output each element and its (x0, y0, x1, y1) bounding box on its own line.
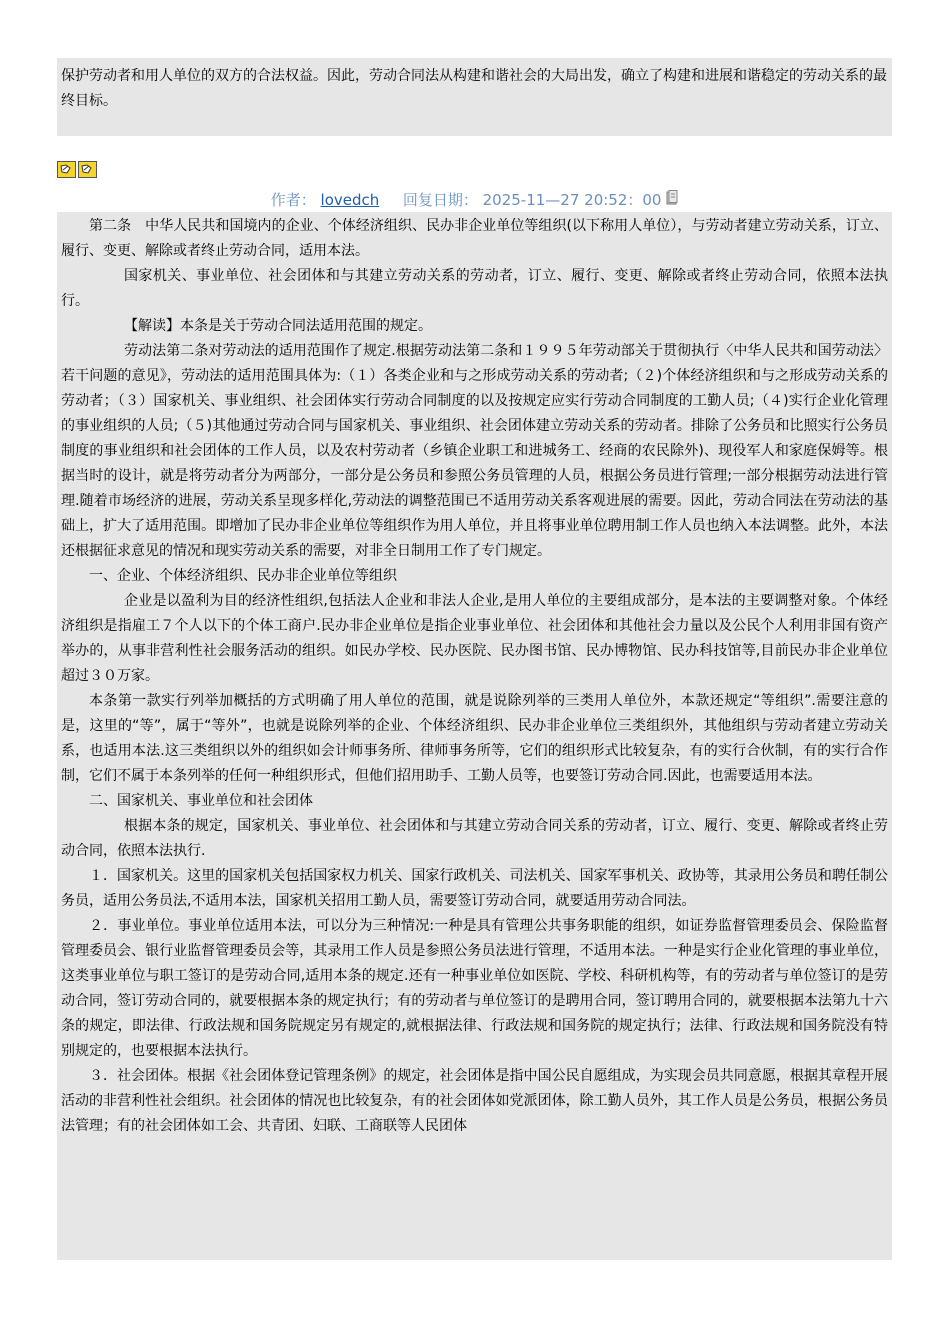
previous-post-block (57, 58, 892, 136)
post-paragraph: 二、国家机关、事业单位和社会团体 (89, 793, 313, 809)
post-paragraph: 【解读】本条是关于劳动合同法适用范围的规定。 (124, 318, 432, 334)
post-paragraph: 第二条 中华人民共和国境内的企业、个体经济组织、民办非企业单位等组织(以下称用人单位），与劳动者建立劳动关系，订立、履行、变更、解除或者终止劳动合同，适用本法。 (61, 218, 888, 259)
post-paragraph: ２．事业单位。事业单位适用本法，可以分为三种情况:一种是具有管理公共事务职能的组织，如证券监督管理委员会、保险监督管理委员会、银行业监督管理委员会等，其录用工作人员是参照公务员法进行管理，不适用本法。一种是实行企业化管理的事业单位，这类事业单位与职工签订的是劳动合同,适用本条的规定.还有一种事业单位如医院、学校、科研机构等，有的劳动者与单位签订的是劳动合同，签订劳动合同的，就要根据本条的规定执行；有的劳动者与单位签订的是聘用合同，签订聘用合同的，就要根据本法第九十六条的规定，即法律、行政法规和国务院规定另有规定的,就根据法律、行政法规和国务院的规定执行；法律、行政法规和国务院没有特别规定的，也要根据本法执行。 (61, 918, 888, 1059)
previous-post-text: 保护劳动者和用人单位的双方的合法权益。因此，劳动合同法从构建和谐社会的大局出发，确立了构建和进展和谐稳定的劳动关系的最终目标。 (61, 68, 887, 109)
post-paragraph: 一、企业、个体经济组织、民办非企业单位等组织 (89, 568, 397, 584)
post-paragraph: 根据本条的规定，国家机关、事业单位、社会团体和与其建立劳动合同关系的劳动者，订立、履行、变更、解除或者终止劳动合同，依照本法执行. (61, 818, 888, 859)
post-paragraph: 国家机关、事业单位、社会团体和与其建立劳动关系的劳动者，订立、履行、变更、解除或者终止劳动合同，依照本法执行。 (61, 268, 888, 309)
post-paragraph: 本条第一款实行列举加概括的方式明确了用人单位的范围，就是说除列举的三类用人单位外，本款还规定“等组织”.需要注意的是，这里的“等”，属于“等外”，也就是说除列举的企业、个体经济组织、民办非企业单位三类组织外，其他组织与劳动者建立劳动关系，也适用本法.这三类组织以外的组织如会计师事务所、律师事务所等，它们的组织形式比较复杂，有的实行合伙制，有的实行合作制，它们不属于本条列举的任何一种组织形式，但他们招用助手、工勤人员等，也要签订劳动合同.因此，也需要适用本法。 (61, 693, 888, 784)
post-paragraph: 企业是以盈利为目的经济性组织,包括法人企业和非法人企业,是用人单位的主要组成部分，是本法的主要调整对象。个体经济组织是指雇工７个人以下的个体工商户.民办非企业单位是指企业事业单位、社会团体和其他社会力量以及公民个人利用非国有资产举办的，从事非营利性社会服务活动的组织。如民办学校、民办医院、民办图书馆、民办博物馆、民办科技馆等,目前民办非企业单位超过３０万家。 (61, 593, 888, 684)
document-icon[interactable] (666, 189, 678, 205)
post-paragraph: ３．社会团体。根据《社会团体登记管理条例》的规定，社会团体是指中国公民自愿组成，为实现会员共同意愿，根据其章程开展活动的非营利性社会组织。社会团体的情况也比较复杂，有的社会团体如党派团体，除工勤人员外，其工作人员是公务员，根据公务员法管理；有的社会团体如工会、共青团、妇联、工商联等人民团体 (61, 1068, 888, 1134)
post-action-icons (57, 161, 97, 179)
author-link[interactable]: lovedch (320, 191, 380, 209)
post-body (57, 212, 892, 1260)
reply-icon[interactable] (78, 161, 97, 178)
post-paragraph: 劳动法第二条对劳动法的适用范围作了规定.根据劳动法第二条和１９９５年劳动部关于贯彻执行〈中华人民共和国劳动法〉若干问题的意见》，劳动法的适用范围具体为:（１）各类企业和与之形成劳动关系的劳动者;（２)个体经济组织和与之形成劳动关系的劳动者；（３）国家机关、事业组织、社会团体实行劳动合同制度的以及按规定应实行劳动合同制度的工勤人员;（４)实行企业化管理的事业组织的人员;（５)其他通过劳动合同与国家机关、事业组织、社会团体建立劳动关系的劳动者。排除了公务员和比照实行公务员制度的事业组织和社会团体的工作人员，以及农村劳动者（乡镇企业职工和进城务工、经商的农民除外)、现役军人和家庭保姆等。根据当时的设计，就是将劳动者分为两部分，一部分是公务员和参照公务员管理的人员，根据公务员进行管理;一部分根据劳动法进行管理.随着市场经济的进展，劳动关系呈现多样化,劳动法的调整范围已不适用劳动关系客观进展的需要。因此，劳动合同法在劳动法的基础上，扩大了适用范围。即增加了民办非企业单位等组织作为用人单位，并且将事业单位聘用制工作人员也纳入本法调整。此外，本法还根据征求意见的情况和现实劳动关系的需要，对非全日制用工作了专门规定。 (61, 343, 888, 559)
reply-date: 2025-11—27 20:52：00 (482, 191, 662, 209)
quote-icon[interactable] (57, 161, 76, 178)
author-label: 作者： (270, 191, 316, 209)
reply-meta (57, 188, 892, 212)
reply-date-label: 回复日期： (402, 191, 478, 209)
post-paragraph: １．国家机关。这里的国家机关包括国家权力机关、国家行政机关、司法机关、国家军事机关、政协等，其录用公务员和聘任制公务员，适用公务员法,不适用本法，国家机关招用工勤人员，需要签订劳动合同，就要适用劳动合同法。 (61, 868, 888, 909)
